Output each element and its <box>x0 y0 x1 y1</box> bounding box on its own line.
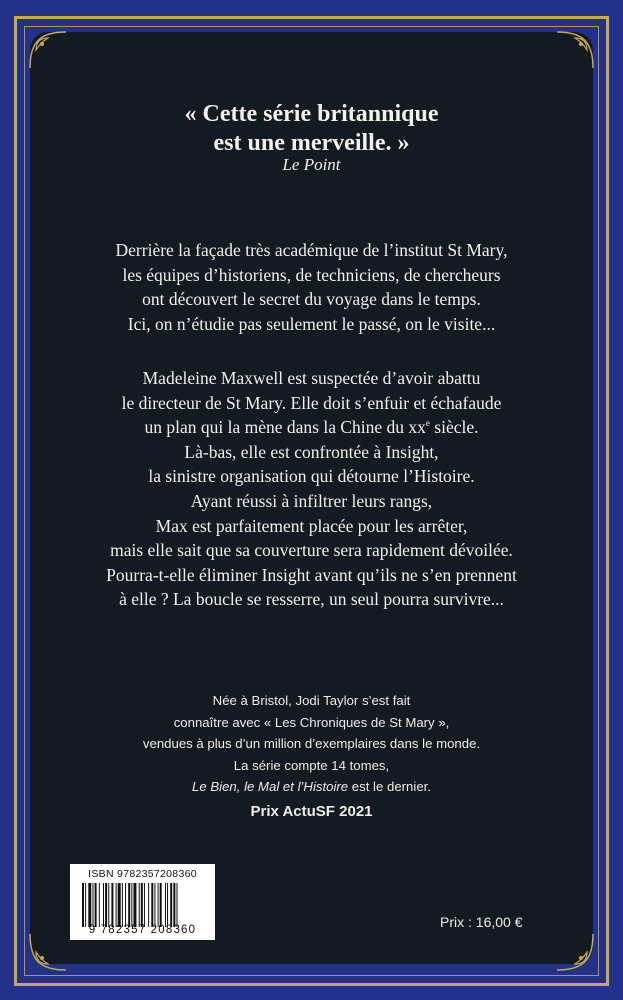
century-superscript: e <box>425 418 430 429</box>
bio-line: vendues à plus d’un million d’exemplaires dans le monde. <box>142 736 481 751</box>
synopsis-line: le directeur de St Mary. Elle doit s’enfuir et échafaude <box>121 392 502 413</box>
synopsis-line: Ici, on n’étudie pas seulement le passé, on le visite... <box>127 313 496 334</box>
bio-line <box>0 776 623 798</box>
isbn-barcode <box>70 864 215 940</box>
barcode-bars-icon <box>82 883 208 927</box>
synopsis-text: un plan qui la mène dans la Chine du xx <box>144 417 426 438</box>
synopsis-line: Ayant réussi à infiltrer leurs rangs, <box>190 490 433 511</box>
synopsis-paragraph-1 <box>0 238 623 336</box>
synopsis-line: Derrière la façade très académique de l’institut St Mary, <box>115 240 508 260</box>
quote-source: Le Point <box>282 155 341 174</box>
synopsis-line: les équipes d’historiens, de techniciens, de chercheurs <box>122 264 501 285</box>
bio-text: est le dernier. <box>348 779 431 794</box>
price-label: Prix : 16,00 € <box>440 914 523 930</box>
bio-line: connaître avec « Les Chroniques de St Mary », <box>173 714 450 730</box>
corner-ornament-icon <box>555 932 595 972</box>
synopsis-text: siècle. <box>429 417 479 438</box>
isbn-label: ISBN 9782357208360 <box>88 868 197 880</box>
synopsis-line: mais elle sait que sa couverture sera rapidement dévoilée. <box>110 540 513 561</box>
synopsis-line: Max est parfaitement placée pour les arrêter, <box>155 515 468 536</box>
press-quote <box>0 100 623 158</box>
synopsis-paragraph-2 <box>0 366 623 612</box>
bio-line: La série compte 14 tomes, <box>233 757 390 773</box>
synopsis-line: la sinistre organisation qui détourne l’Histoire. <box>148 466 475 487</box>
corner-ornament-icon <box>28 932 68 972</box>
synopsis-line: Pourra-t-elle éliminer Insight avant qu’ils ne s’en prennent <box>106 564 517 585</box>
corner-ornament-icon <box>555 30 595 70</box>
synopsis-line: Madeleine Maxwell est suspectée d’avoir abattu <box>142 368 481 388</box>
synopsis-line: à elle ? La boucle se resserre, un seul pourra survivre... <box>119 589 504 610</box>
award-label: Prix ActuSF 2021 <box>250 803 373 820</box>
synopsis-line <box>0 415 623 440</box>
bio-line: Née à Bristol, Jodi Taylor s’est fait <box>212 693 411 708</box>
press-quote-line: « Cette série britannique <box>184 101 439 127</box>
last-book-title: Le Bien, le Mal et l’Histoire <box>192 779 349 794</box>
synopsis-line: Là-bas, elle est confrontée à Insight, <box>184 441 439 462</box>
author-bio <box>0 690 623 798</box>
press-quote-line: est une merveille. » <box>213 130 410 156</box>
barcode-digits: 9 782357 208360 <box>88 924 197 936</box>
corner-ornament-icon <box>28 30 68 70</box>
synopsis-line: ont découvert le secret du voyage dans le temps. <box>142 289 481 310</box>
